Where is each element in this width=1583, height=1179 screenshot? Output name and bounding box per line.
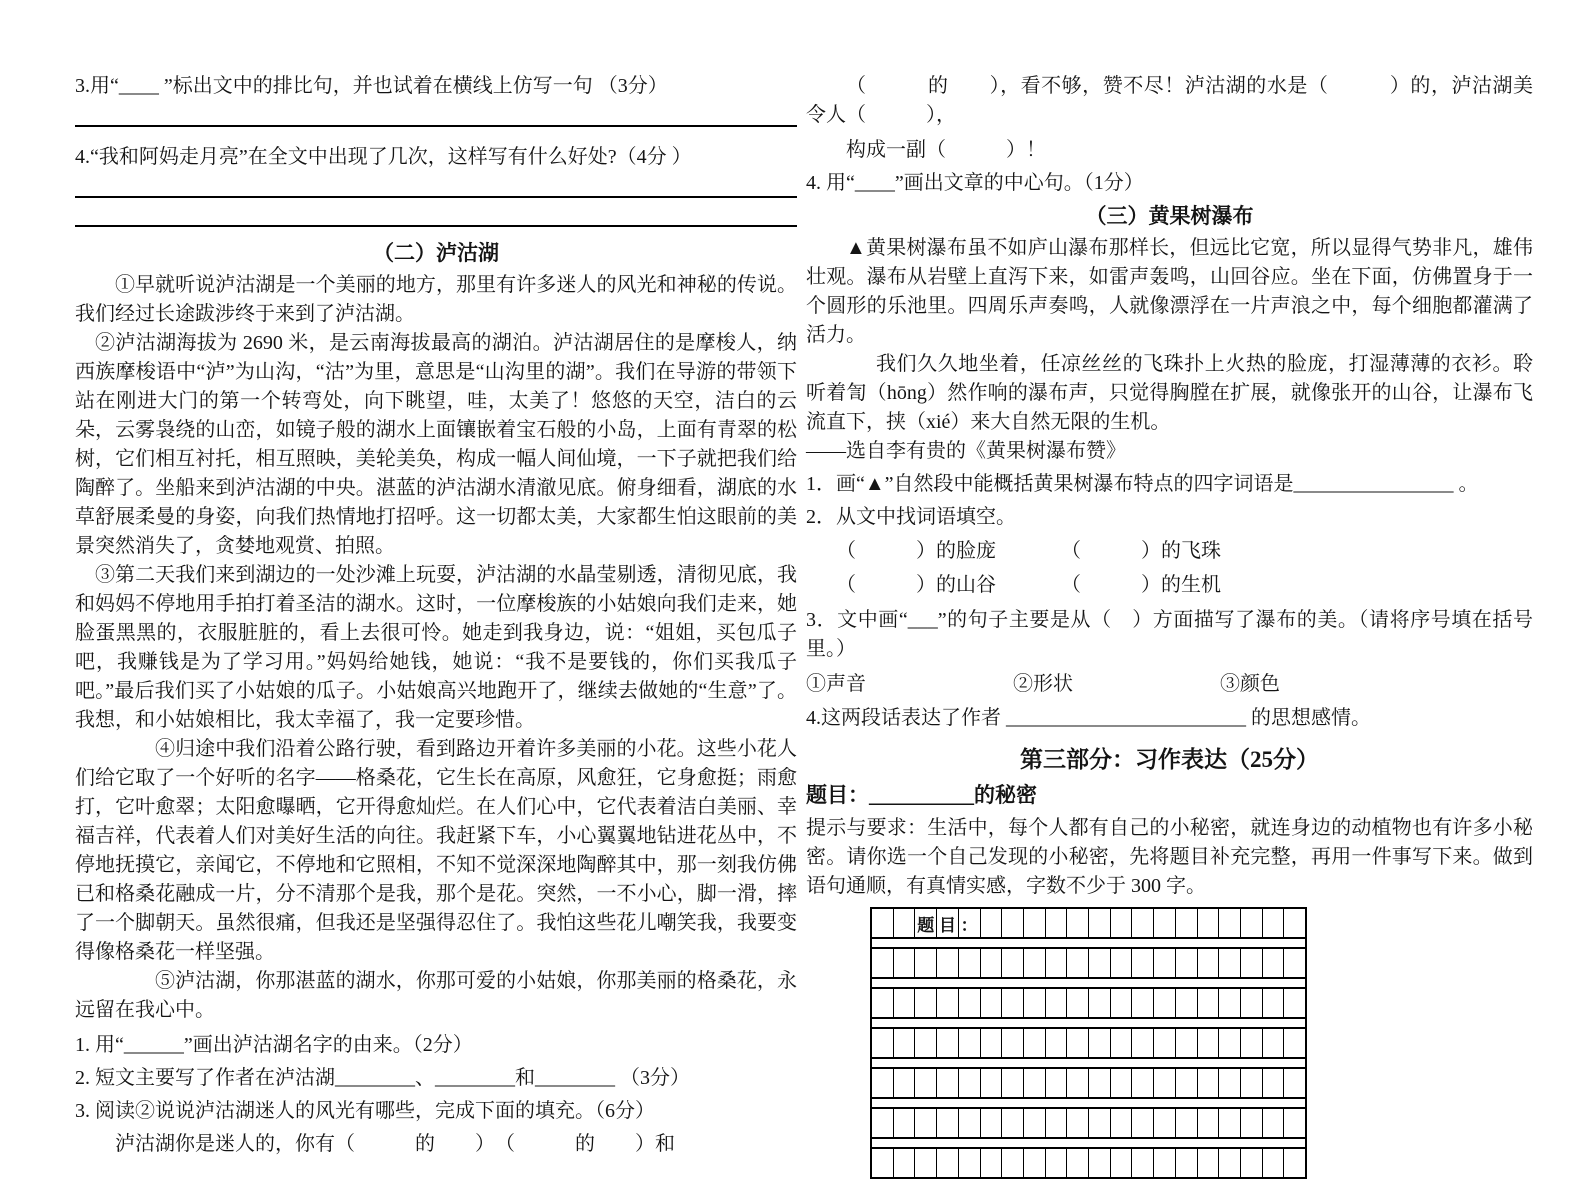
passage3-question-3: 3．文中画“___”的句子主要是从（ ）方面描写了瀑布的美。（请将序号填在括号里。） <box>806 609 1533 660</box>
answer-line[interactable] <box>75 196 797 198</box>
writing-grid-cell[interactable] <box>1284 1109 1305 1137</box>
writing-grid-cell[interactable] <box>1241 989 1263 1017</box>
writing-grid-cell[interactable] <box>1176 1029 1198 1057</box>
writing-grid-cell[interactable] <box>915 949 937 977</box>
writing-grid-cell[interactable] <box>1263 1149 1285 1177</box>
writing-grid-cell[interactable] <box>1176 1109 1198 1137</box>
writing-grid-cell[interactable] <box>915 989 937 1017</box>
writing-grid-spacer <box>872 1059 1305 1069</box>
writing-grid-cell[interactable] <box>1111 1069 1133 1097</box>
writing-grid-cell[interactable] <box>1154 909 1176 937</box>
writing-grid-cell[interactable] <box>1241 1069 1263 1097</box>
writing-grid-cell[interactable] <box>1263 949 1285 977</box>
word-fill-blank[interactable]: （ ）的飞珠 <box>1061 540 1221 562</box>
writing-grid-cell[interactable] <box>872 1109 894 1137</box>
writing-grid-cell[interactable] <box>1132 989 1154 1017</box>
writing-grid-cell[interactable] <box>1241 1029 1263 1057</box>
writing-grid-cell[interactable] <box>1284 1069 1305 1097</box>
writing-grid-cell[interactable] <box>1219 1149 1241 1177</box>
writing-grid-cell[interactable] <box>1263 1109 1285 1137</box>
writing-grid-cell[interactable] <box>1002 949 1024 977</box>
right-column <box>806 72 1533 1179</box>
passage2-paragraph-4: ④归途中我们沿着公路行驶，看到路边开着许多美丽的小花。这些小花人们给它取了一个好听的名字——格桑花，它生长在高原，风愈狂，它身愈挺；雨愈打，它叶愈翠；太阳愈曝晒，它开得愈灿烂。在人们心中，它代表着洁白美丽、幸福吉祥，代表着人们对美好生活的向往。我赶紧下车，小心翼翼地钻进花丛中，不停地抚摸它，亲闻它，不停地和它照相，不知不觉深深地陶醉其中，那一刻我仿佛已和格桑花融成一片，分不清那个是我，那个是花。突然，一不小心，脚一滑，摔了一个脚朝天。虽然很痛，但我还是坚强得忍住了。我怕这些花儿嘲笑我，我要变得像格桑花一样坚强。 <box>75 738 797 963</box>
writing-grid-cell[interactable] <box>1198 1149 1220 1177</box>
option-color[interactable]: ③颜色 <box>1220 673 1280 695</box>
composition-instructions: 提示与要求：生活中，每个人都有自己的小秘密，就连身边的动植物也有许多小秘密。请你选一个自己发现的小秘密，先将题目补充完整，再用一件事写下来。做到语句通顺，有真情实感，字数不少于 300 字。 <box>806 817 1533 897</box>
writing-grid-cell[interactable] <box>1219 909 1241 937</box>
passage2-paragraph-2: ②泸沽湖海拔为 2690 米，是云南海拔最高的湖泊。泸沽湖居住的是摩梭人，纳西族摩梭语中“泸”为山沟，“沽”为里，意思是“山沟里的湖”。我们在导游的带领下站在刚进大门的第一个转弯处，向下眺望，哇，太美了！悠悠的天空，洁白的云朵，云雾袅绕的山峦，如镜子般的湖水上面镶嵌着宝石般的小岛，上面有青翠的松树，它们相互衬托，相互照映，美轮美奂，构成一幅人间仙境，一下子就把我们给陶醉了。坐船来到泸沽湖的中央。湛蓝的泸沽湖水清澈见底。俯身细看，湖底的水草舒展柔曼的身姿，向我们热情地打招呼。这一切都太美，大家都生怕这眼前的美景突然消失了，贪婪地观赏、拍照。 <box>75 332 797 557</box>
writing-grid-cell[interactable] <box>1111 1149 1133 1177</box>
writing-grid-cell[interactable] <box>1111 989 1133 1017</box>
writing-grid-row <box>872 1069 1305 1099</box>
writing-grid-cell[interactable] <box>1154 1109 1176 1137</box>
writing-grid-cell[interactable] <box>894 1149 916 1177</box>
writing-grid-cell[interactable] <box>981 1069 1003 1097</box>
writing-grid-cell[interactable] <box>1198 1069 1220 1097</box>
writing-grid-cell[interactable] <box>1241 909 1263 937</box>
writing-grid-cell[interactable] <box>959 1149 981 1177</box>
writing-grid-cell[interactable] <box>1111 949 1133 977</box>
writing-grid-cell[interactable] <box>937 1029 959 1057</box>
passage3-paragraph-2: 我们久久地坐着，任凉丝丝的飞珠扑上火热的脸庞，打湿薄薄的衣衫。聆听着訇（hōng）然作响的瀑布声，只觉得胸膛在扩展，就像张开的山谷，让瀑布飞流直下，挟（xié）来大自然无限的生机。 <box>806 353 1533 433</box>
writing-grid-cell[interactable] <box>1154 949 1176 977</box>
writing-grid-cell[interactable] <box>1176 949 1198 977</box>
writing-grid-cell[interactable] <box>1046 1069 1068 1097</box>
writing-grid-cell[interactable] <box>1002 1109 1024 1137</box>
writing-grid-cell[interactable] <box>1024 1029 1046 1057</box>
passage3-source: ——选自李有贵的《黄果树瀑布赞》 <box>806 440 1126 462</box>
writing-grid-cell[interactable] <box>915 1149 937 1177</box>
passage2-question-3: 3. 阅读②说说泸沽湖迷人的风光有哪些，完成下面的填充。（6分） <box>75 1100 655 1122</box>
writing-grid-cell[interactable] <box>1024 1149 1046 1177</box>
writing-grid-cell[interactable] <box>1198 989 1220 1017</box>
writing-grid-cell[interactable] <box>1024 949 1046 977</box>
writing-grid-cell[interactable] <box>981 949 1003 977</box>
writing-grid-cell[interactable] <box>1002 1029 1024 1057</box>
passage3-question-4: 4.这两段话表达了作者 ________________________ 的思想感情。 <box>806 707 1371 729</box>
writing-grid-cell[interactable] <box>894 1109 916 1137</box>
writing-grid-cell[interactable] <box>1046 989 1068 1017</box>
writing-grid-cell[interactable] <box>959 1109 981 1137</box>
writing-grid-cell[interactable] <box>1198 1109 1220 1137</box>
writing-grid-cell[interactable] <box>1111 1029 1133 1057</box>
writing-grid-cell[interactable] <box>1176 989 1198 1017</box>
writing-grid-cell[interactable] <box>1263 1029 1285 1057</box>
writing-grid-cell[interactable] <box>872 1069 894 1097</box>
fill-continuation-line-2: 构成一副（ ）！ <box>846 139 1046 161</box>
writing-grid-cell[interactable] <box>915 1069 937 1097</box>
writing-grid-cell[interactable] <box>937 949 959 977</box>
fill-continuation-line-1: （ 的 ），看不够，赞不尽！泸沽湖的水是（ ）的，泸沽湖美令人（ ）， <box>806 75 1533 126</box>
writing-grid-cell[interactable] <box>1024 1109 1046 1137</box>
writing-grid-row <box>872 1149 1305 1177</box>
writing-grid-cell[interactable] <box>1067 1069 1089 1097</box>
passage2-question-4: 4. 用“____”画出文章的中心句。（1分） <box>806 172 1144 194</box>
writing-grid-row <box>872 989 1305 1019</box>
writing-grid-cell[interactable] <box>1067 1029 1089 1057</box>
writing-grid-cell[interactable] <box>937 1109 959 1137</box>
writing-grid-cell[interactable] <box>959 1029 981 1057</box>
writing-grid-cell[interactable] <box>1154 989 1176 1017</box>
writing-grid-cell[interactable] <box>894 909 916 937</box>
writing-grid-cell[interactable] <box>1219 989 1241 1017</box>
writing-grid-cell[interactable] <box>1046 1149 1068 1177</box>
word-fill-blank[interactable]: （ ）的脸庞 <box>836 540 996 562</box>
writing-grid <box>870 907 1307 1179</box>
writing-grid-row <box>872 1109 1305 1139</box>
writing-grid-cell[interactable] <box>1284 949 1305 977</box>
writing-grid-spacer <box>872 1019 1305 1029</box>
writing-grid-cell[interactable] <box>1284 1029 1305 1057</box>
passage2-question-1: 1. 用“______”画出泸沽湖名字的由来。（2分） <box>75 1034 473 1056</box>
writing-grid-cell[interactable] <box>1241 1149 1263 1177</box>
writing-grid-cell[interactable] <box>872 989 894 1017</box>
part3-section-title: 第三部分：习作表达（25分） <box>1020 747 1319 772</box>
writing-grid-cell[interactable] <box>1263 909 1285 937</box>
writing-grid-cell[interactable] <box>1111 1109 1133 1137</box>
writing-grid-cell[interactable] <box>959 1069 981 1097</box>
writing-grid-cell[interactable] <box>894 1029 916 1057</box>
passage3-question-1: 1．画“▲”自然段中能概括黄果树瀑布特点的四字词语是________________ 。 <box>806 473 1479 495</box>
writing-grid-cell[interactable] <box>1024 909 1046 937</box>
word-fill-blank[interactable]: （ ）的山谷 <box>836 574 996 596</box>
writing-grid-cell[interactable] <box>1067 1109 1089 1137</box>
writing-grid-cell[interactable] <box>872 949 894 977</box>
writing-grid-cell[interactable] <box>1132 909 1154 937</box>
passage2-paragraph-3: ③第二天我们来到湖边的一处沙滩上玩耍，泸沽湖的水晶莹剔透，清彻见底，我和妈妈不停地用手拍打着圣洁的湖水。这时，一位摩梭族的小姑娘向我们走来，她脸蛋黑黑的，衣服脏脏的，看上去很可怜。她走到我身边，说：“姐姐，买包瓜子吧，我赚钱是为了学习用。”妈妈给她钱，她说：“我不是要钱的，你们买我瓜子吧。”最后我们买了小姑娘的瓜子。小姑娘高兴地跑开了，继续去做她的“生意”了。我想，和小姑娘相比，我太幸福了，我一定要珍惜。 <box>75 564 797 731</box>
writing-grid-row <box>872 909 1305 939</box>
writing-grid-spacer <box>872 1139 1305 1149</box>
writing-grid-cell[interactable] <box>1089 909 1111 937</box>
writing-grid-cell[interactable] <box>959 989 981 1017</box>
writing-grid-cell[interactable] <box>1219 949 1241 977</box>
word-fill-blank[interactable]: （ ）的生机 <box>1061 574 1221 596</box>
passage2-paragraph-5: ⑤泸沽湖，你那湛蓝的湖水，你那可爱的小姑娘，你那美丽的格桑花，永远留在我心中。 <box>75 970 797 1021</box>
writing-grid-cell[interactable] <box>1067 949 1089 977</box>
writing-grid-cell[interactable] <box>1002 1149 1024 1177</box>
writing-grid-cell[interactable] <box>1198 1029 1220 1057</box>
writing-grid-cell[interactable] <box>981 1149 1003 1177</box>
answer-line[interactable] <box>75 225 797 227</box>
passage2-question-2: 2. 短文主要写了作者在泸沽湖________、________和________ （3分） <box>75 1067 690 1089</box>
writing-grid-cell[interactable] <box>937 1149 959 1177</box>
writing-grid-cell[interactable] <box>915 1029 937 1057</box>
writing-grid-cell[interactable] <box>1089 989 1111 1017</box>
writing-grid-cell[interactable] <box>981 1029 1003 1057</box>
writing-grid-cell[interactable] <box>894 949 916 977</box>
writing-grid-cell[interactable] <box>1132 1029 1154 1057</box>
writing-grid-cell[interactable] <box>1154 1029 1176 1057</box>
writing-grid-header-cell[interactable]: 目 <box>937 909 959 937</box>
option-shape[interactable]: ②形状 <box>1013 673 1073 695</box>
writing-grid-cell[interactable] <box>937 1069 959 1097</box>
writing-grid-cell[interactable] <box>915 1109 937 1137</box>
writing-grid-row <box>872 949 1305 979</box>
writing-grid-header-cell[interactable]: ： <box>959 909 981 937</box>
writing-grid-cell[interactable] <box>1002 1069 1024 1097</box>
writing-grid-cell[interactable] <box>1284 989 1305 1017</box>
writing-grid-cell[interactable] <box>1132 1109 1154 1137</box>
option-sound[interactable]: ①声音 <box>806 673 866 695</box>
word-fill-row <box>836 536 1533 566</box>
writing-grid-row <box>872 1029 1305 1059</box>
writing-grid-cell[interactable] <box>1198 909 1220 937</box>
passage3-title: （三）黄果树瀑布 <box>1085 204 1254 228</box>
writing-grid-cell[interactable] <box>1219 1109 1241 1137</box>
writing-grid-cell[interactable] <box>872 1149 894 1177</box>
writing-grid-cell[interactable] <box>1132 949 1154 977</box>
writing-grid-cell[interactable] <box>1284 1149 1305 1177</box>
writing-grid-cell[interactable] <box>1198 949 1220 977</box>
writing-grid-cell[interactable] <box>1024 989 1046 1017</box>
passage2-question-3-fill: 泸沽湖你是迷人的，你有（ 的 ） （ 的 ）和 <box>115 1133 675 1155</box>
writing-grid-spacer <box>872 979 1305 989</box>
writing-grid-cell[interactable] <box>894 1069 916 1097</box>
writing-grid-spacer <box>872 939 1305 949</box>
writing-grid-cell[interactable] <box>1089 1029 1111 1057</box>
writing-grid-cell[interactable] <box>937 989 959 1017</box>
writing-grid-cell[interactable] <box>1089 1149 1111 1177</box>
writing-grid-cell[interactable] <box>1176 1069 1198 1097</box>
writing-grid-cell[interactable] <box>981 909 1003 937</box>
writing-grid-cell[interactable] <box>1132 1069 1154 1097</box>
writing-grid-cell[interactable] <box>872 1029 894 1057</box>
writing-grid-cell[interactable] <box>1284 909 1305 937</box>
passage2-paragraph-1: ①早就听说泸沽湖是一个美丽的地方，那里有许多迷人的风光和神秘的传说。我们经过长途跋涉终于来到了泸沽湖。 <box>75 274 797 325</box>
passage3-question-2: 2．从文中找词语填空。 <box>806 506 1016 528</box>
writing-grid-cell[interactable] <box>1132 1149 1154 1177</box>
writing-grid-cell[interactable] <box>1067 909 1089 937</box>
passage2-title: （二）泸沽湖 <box>373 241 499 265</box>
writing-grid-cell[interactable] <box>1024 1069 1046 1097</box>
passage3-paragraph-1: ▲黄果树瀑布虽不如庐山瀑布那样长，但远比它宽，所以显得气势非凡，雄伟壮观。瀑布从岩壁上直泻下来，如雷声轰鸣，山回谷应。坐在下面，仿佛置身于一个圆形的乐池里。四周乐声奏鸣，人就像漂浮在一片声浪之中，每个细胞都灌满了活力。 <box>806 237 1533 346</box>
writing-grid-cell[interactable] <box>894 989 916 1017</box>
writing-grid-cell[interactable] <box>1067 989 1089 1017</box>
question-3-moonwalk: 3.用“____ ”标出文中的排比句，并也试着在横线上仿写一句 （3分） <box>75 75 668 97</box>
writing-grid-spacer <box>872 1099 1305 1109</box>
writing-grid-cell[interactable] <box>1002 989 1024 1017</box>
writing-grid-cell[interactable] <box>981 989 1003 1017</box>
writing-grid-cell[interactable] <box>1002 909 1024 937</box>
writing-grid-header-cell[interactable]: 题 <box>915 909 937 937</box>
writing-grid-cell[interactable] <box>1154 1149 1176 1177</box>
writing-grid-cell[interactable] <box>1089 949 1111 977</box>
writing-grid-cell[interactable] <box>1154 1069 1176 1097</box>
writing-grid-cell[interactable] <box>1241 1109 1263 1137</box>
writing-grid-cell[interactable] <box>872 909 894 937</box>
writing-grid-cell[interactable] <box>1046 1109 1068 1137</box>
writing-grid-cell[interactable] <box>1176 909 1198 937</box>
writing-grid-cell[interactable] <box>1176 1149 1198 1177</box>
writing-grid-cell[interactable] <box>1219 1029 1241 1057</box>
writing-grid-cell[interactable] <box>1046 909 1068 937</box>
composition-topic: 题目：__________的秘密 <box>806 783 1037 807</box>
left-column <box>75 72 797 1159</box>
word-fill-row <box>836 570 1533 600</box>
question-4-moonwalk: 4.“我和阿妈走月亮”在全文中出现了几次，这样写有什么好处?（4分 ） <box>75 146 692 168</box>
writing-grid-cell[interactable] <box>1046 1029 1068 1057</box>
writing-grid-cell[interactable] <box>1241 949 1263 977</box>
writing-grid-cell[interactable] <box>1219 1069 1241 1097</box>
writing-grid-cell[interactable] <box>1046 949 1068 977</box>
writing-grid-cell[interactable] <box>1263 1069 1285 1097</box>
writing-grid-cell[interactable] <box>1263 989 1285 1017</box>
question-3-options <box>806 668 1533 700</box>
writing-grid-cell[interactable] <box>981 1109 1003 1137</box>
writing-grid-cell[interactable] <box>1089 1109 1111 1137</box>
writing-grid-cell[interactable] <box>1089 1069 1111 1097</box>
writing-grid-cell[interactable] <box>959 949 981 977</box>
answer-line[interactable] <box>75 125 797 127</box>
writing-grid-cell[interactable] <box>1067 1149 1089 1177</box>
writing-grid-cell[interactable] <box>1111 909 1133 937</box>
